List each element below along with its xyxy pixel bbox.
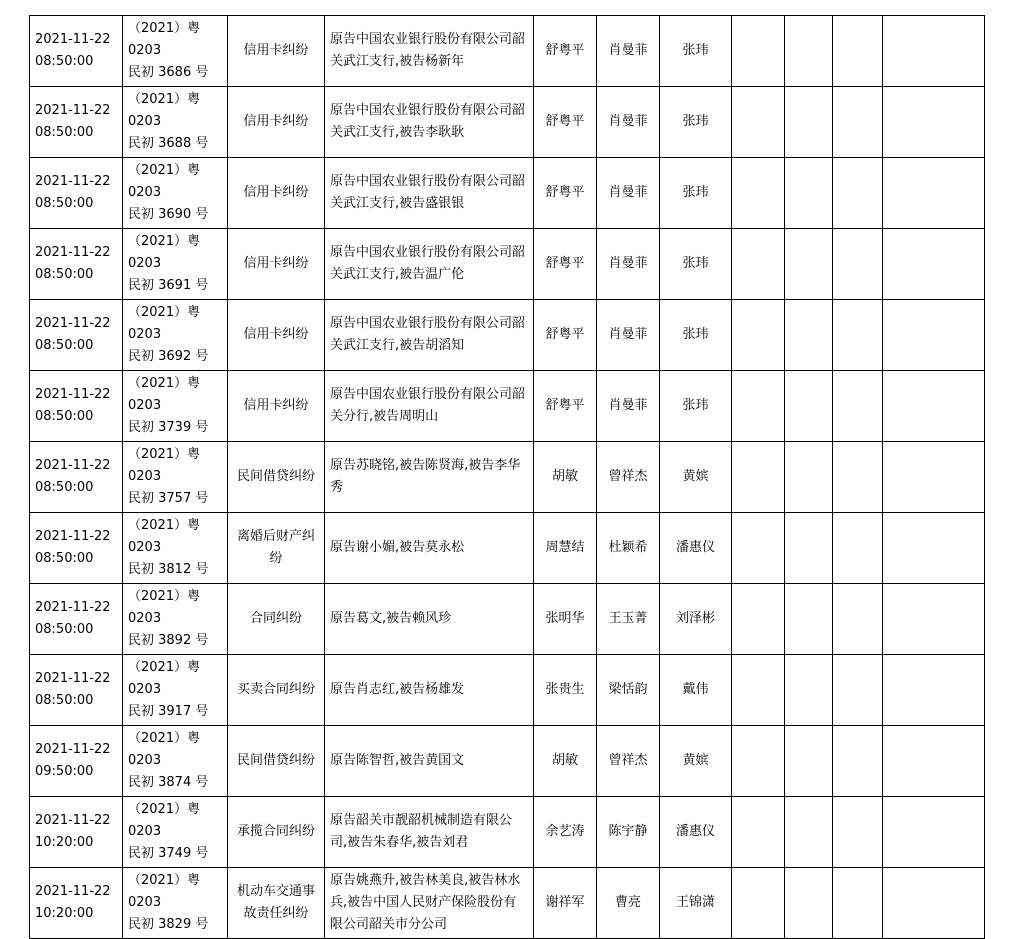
empty-cell	[785, 584, 833, 655]
hearing-time-cell	[30, 726, 123, 797]
table-row	[30, 726, 985, 797]
empty-cell	[732, 16, 785, 87]
cause-of-action-cell	[228, 797, 325, 868]
court-recorder-cell	[660, 513, 732, 584]
parties-cell	[325, 16, 534, 87]
court-recorder-cell	[660, 158, 732, 229]
cause-text: 民间借贷纠纷	[236, 753, 315, 768]
clerk-text: 曾祥杰	[608, 469, 648, 484]
court-recorder-cell	[660, 655, 732, 726]
case-number-line2: 民初 3690 号	[128, 207, 209, 222]
empty-cell	[785, 797, 833, 868]
case-number-cell	[123, 726, 228, 797]
empty-cell	[883, 300, 985, 371]
court-recorder-cell	[660, 442, 732, 513]
cause-text: 承揽合同纠纷	[236, 824, 315, 839]
time-text: 08:50:00	[35, 54, 94, 69]
case-number-line1: （2021）粤0203	[128, 589, 201, 626]
empty-cell	[785, 16, 833, 87]
date-text: 2021-11-22	[35, 387, 111, 402]
judge-text: 谢祥军	[545, 895, 585, 910]
cause-of-action-cell	[228, 16, 325, 87]
cause-of-action-cell	[228, 726, 325, 797]
table-row	[30, 158, 985, 229]
clerk-text: 肖曼菲	[608, 43, 648, 58]
court-recorder-cell	[660, 16, 732, 87]
parties-cell	[325, 513, 534, 584]
parties-text: 原告中国农业银行股份有限公司韶关武江支行,被告温广伦	[330, 245, 526, 282]
recorder-text: 张玮	[682, 114, 709, 129]
parties-text: 原告姚燕升,被告林美良,被告林水兵,被告中国人民财产保险股份有限公司韶关市分公司	[330, 873, 521, 932]
case-number-line1: （2021）粤0203	[128, 660, 201, 697]
recorder-text: 张玮	[682, 185, 709, 200]
empty-cell	[833, 655, 883, 726]
presiding-judge-cell	[534, 513, 597, 584]
empty-cell	[883, 584, 985, 655]
clerk-text: 梁恬韵	[608, 682, 648, 697]
empty-cell	[785, 158, 833, 229]
parties-cell	[325, 797, 534, 868]
presiding-judge-cell	[534, 655, 597, 726]
cause-of-action-cell	[228, 655, 325, 726]
table-row	[30, 513, 985, 584]
time-text: 08:50:00	[35, 480, 94, 495]
empty-cell	[883, 16, 985, 87]
judge-text: 舒粤平	[545, 398, 585, 413]
date-text: 2021-11-22	[35, 529, 111, 544]
empty-cell	[785, 726, 833, 797]
parties-cell	[325, 87, 534, 158]
empty-cell	[833, 726, 883, 797]
judge-text: 舒粤平	[545, 114, 585, 129]
parties-cell	[325, 229, 534, 300]
court-recorder-cell	[660, 300, 732, 371]
clerk-text: 杜颖希	[608, 540, 648, 555]
table-row	[30, 442, 985, 513]
clerk-cell	[597, 513, 660, 584]
empty-cell	[833, 229, 883, 300]
empty-cell	[833, 16, 883, 87]
empty-cell	[833, 513, 883, 584]
case-number-line1: （2021）粤0203	[128, 802, 201, 839]
hearing-time-cell	[30, 513, 123, 584]
case-number-line2: 民初 3829 号	[128, 917, 209, 932]
table-row	[30, 16, 985, 87]
cause-text: 民间借贷纠纷	[236, 469, 315, 484]
case-number-line1: （2021）粤0203	[128, 92, 201, 129]
presiding-judge-cell	[534, 371, 597, 442]
empty-cell	[732, 229, 785, 300]
judge-text: 舒粤平	[545, 256, 585, 271]
time-text: 10:20:00	[35, 906, 94, 921]
case-number-line2: 民初 3757 号	[128, 491, 209, 506]
cause-of-action-cell	[228, 371, 325, 442]
empty-cell	[833, 371, 883, 442]
presiding-judge-cell	[534, 300, 597, 371]
time-text: 08:50:00	[35, 693, 94, 708]
date-text: 2021-11-22	[35, 103, 111, 118]
case-number-line1: （2021）粤0203	[128, 163, 201, 200]
presiding-judge-cell	[534, 229, 597, 300]
parties-text: 原告陈智哲,被告黄国文	[330, 753, 465, 768]
empty-cell	[883, 229, 985, 300]
empty-cell	[732, 797, 785, 868]
case-number-cell	[123, 584, 228, 655]
case-number-line2: 民初 3688 号	[128, 136, 209, 151]
court-recorder-cell	[660, 229, 732, 300]
empty-cell	[833, 300, 883, 371]
table-row	[30, 797, 985, 868]
case-number-cell	[123, 158, 228, 229]
empty-cell	[732, 868, 785, 939]
case-number-cell	[123, 300, 228, 371]
date-text: 2021-11-22	[35, 458, 111, 473]
empty-cell	[833, 868, 883, 939]
parties-text: 原告中国农业银行股份有限公司韶关武江支行,被告胡滔知	[330, 316, 526, 353]
parties-cell	[325, 726, 534, 797]
empty-cell	[883, 797, 985, 868]
presiding-judge-cell	[534, 726, 597, 797]
clerk-cell	[597, 87, 660, 158]
hearing-time-cell	[30, 16, 123, 87]
empty-cell	[833, 797, 883, 868]
empty-cell	[785, 229, 833, 300]
empty-cell	[732, 442, 785, 513]
cause-of-action-cell	[228, 868, 325, 939]
case-number-line2: 民初 3874 号	[128, 775, 209, 790]
table-row	[30, 371, 985, 442]
hearing-time-cell	[30, 371, 123, 442]
hearing-time-cell	[30, 300, 123, 371]
date-text: 2021-11-22	[35, 884, 111, 899]
time-text: 08:50:00	[35, 267, 94, 282]
empty-cell	[883, 726, 985, 797]
case-number-line1: （2021）粤0203	[128, 376, 201, 413]
empty-cell	[833, 87, 883, 158]
empty-cell	[883, 158, 985, 229]
table-body	[30, 16, 985, 939]
empty-cell	[883, 442, 985, 513]
empty-cell	[732, 584, 785, 655]
cause-text: 信用卡纠纷	[243, 327, 309, 342]
hearing-time-cell	[30, 87, 123, 158]
recorder-text: 潘惠仪	[675, 824, 715, 839]
parties-text: 原告中国农业银行股份有限公司韶关武江支行,被告杨新年	[330, 32, 526, 69]
case-number-line1: （2021）粤0203	[128, 518, 201, 555]
case-number-line2: 民初 3892 号	[128, 633, 209, 648]
parties-text: 原告中国农业银行股份有限公司韶关武江支行,被告盛银银	[330, 174, 526, 211]
case-number-line1: （2021）粤0203	[128, 234, 201, 271]
recorder-text: 戴伟	[682, 682, 709, 697]
empty-cell	[833, 584, 883, 655]
empty-cell	[785, 300, 833, 371]
presiding-judge-cell	[534, 442, 597, 513]
cause-text: 信用卡纠纷	[243, 185, 309, 200]
hearing-time-cell	[30, 655, 123, 726]
parties-text: 原告肖志红,被告杨雄发	[330, 682, 465, 697]
judge-text: 胡敏	[551, 753, 578, 768]
time-text: 08:50:00	[35, 338, 94, 353]
clerk-text: 曾祥杰	[608, 753, 648, 768]
recorder-text: 潘惠仪	[675, 540, 715, 555]
table-row	[30, 229, 985, 300]
case-number-line2: 民初 3739 号	[128, 420, 209, 435]
recorder-text: 黄嫔	[682, 753, 709, 768]
parties-text: 原告韶关市靓韶机械制造有限公司,被告朱春华,被告刘君	[330, 813, 513, 850]
clerk-cell	[597, 229, 660, 300]
clerk-cell	[597, 584, 660, 655]
recorder-text: 张玮	[682, 398, 709, 413]
date-text: 2021-11-22	[35, 600, 111, 615]
case-number-cell	[123, 442, 228, 513]
time-text: 08:50:00	[35, 196, 94, 211]
court-recorder-cell	[660, 726, 732, 797]
clerk-cell	[597, 158, 660, 229]
case-number-line2: 民初 3691 号	[128, 278, 209, 293]
empty-cell	[732, 300, 785, 371]
judge-text: 张贵生	[545, 682, 585, 697]
empty-cell	[785, 371, 833, 442]
judge-text: 余艺涛	[545, 824, 585, 839]
clerk-text: 肖曼菲	[608, 327, 648, 342]
presiding-judge-cell	[534, 87, 597, 158]
empty-cell	[785, 513, 833, 584]
case-number-cell	[123, 655, 228, 726]
cause-of-action-cell	[228, 229, 325, 300]
empty-cell	[883, 371, 985, 442]
cause-of-action-cell	[228, 87, 325, 158]
clerk-text: 王玉菁	[608, 611, 648, 626]
case-number-line1: （2021）粤0203	[128, 21, 201, 58]
court-schedule-table	[29, 15, 985, 939]
case-number-line1: （2021）粤0203	[128, 305, 201, 342]
court-recorder-cell	[660, 584, 732, 655]
cause-of-action-cell	[228, 158, 325, 229]
empty-cell	[785, 655, 833, 726]
recorder-text: 张玮	[682, 327, 709, 342]
parties-text: 原告中国农业银行股份有限公司韶关分行,被告周明山	[330, 387, 526, 424]
court-recorder-cell	[660, 371, 732, 442]
cause-of-action-cell	[228, 513, 325, 584]
empty-cell	[883, 655, 985, 726]
hearing-time-cell	[30, 229, 123, 300]
cause-text: 机动车交通事故责任纠纷	[236, 884, 315, 921]
hearing-time-cell	[30, 868, 123, 939]
case-number-cell	[123, 513, 228, 584]
empty-cell	[883, 513, 985, 584]
parties-text: 原告中国农业银行股份有限公司韶关武江支行,被告李耿耿	[330, 103, 526, 140]
parties-cell	[325, 442, 534, 513]
clerk-cell	[597, 868, 660, 939]
parties-cell	[325, 655, 534, 726]
clerk-cell	[597, 371, 660, 442]
cause-of-action-cell	[228, 442, 325, 513]
case-number-line2: 民初 3917 号	[128, 704, 209, 719]
cause-text: 买卖合同纠纷	[236, 682, 315, 697]
empty-cell	[883, 87, 985, 158]
empty-cell	[883, 868, 985, 939]
parties-text: 原告谢小媚,被告莫永松	[330, 540, 465, 555]
empty-cell	[833, 158, 883, 229]
parties-text: 原告苏晓铭,被告陈贤海,被告李华秀	[330, 458, 521, 495]
parties-cell	[325, 300, 534, 371]
clerk-text: 肖曼菲	[608, 256, 648, 271]
date-text: 2021-11-22	[35, 671, 111, 686]
case-number-cell	[123, 371, 228, 442]
empty-cell	[785, 87, 833, 158]
clerk-cell	[597, 16, 660, 87]
empty-cell	[732, 371, 785, 442]
case-number-line2: 民初 3749 号	[128, 846, 209, 861]
clerk-cell	[597, 655, 660, 726]
clerk-cell	[597, 726, 660, 797]
cause-text: 离婚后财产纠纷	[236, 529, 315, 566]
case-number-line2: 民初 3692 号	[128, 349, 209, 364]
table-row	[30, 87, 985, 158]
case-number-cell	[123, 229, 228, 300]
case-number-line1: （2021）粤0203	[128, 731, 201, 768]
hearing-time-cell	[30, 797, 123, 868]
cause-of-action-cell	[228, 584, 325, 655]
presiding-judge-cell	[534, 584, 597, 655]
time-text: 08:50:00	[35, 125, 94, 140]
date-text: 2021-11-22	[35, 316, 111, 331]
empty-cell	[732, 513, 785, 584]
parties-cell	[325, 868, 534, 939]
case-number-line1: （2021）粤0203	[128, 873, 201, 910]
case-number-cell	[123, 16, 228, 87]
clerk-text: 肖曼菲	[608, 114, 648, 129]
judge-text: 舒粤平	[545, 185, 585, 200]
parties-cell	[325, 158, 534, 229]
hearing-time-cell	[30, 158, 123, 229]
parties-cell	[325, 371, 534, 442]
table-row	[30, 655, 985, 726]
clerk-cell	[597, 797, 660, 868]
table-row	[30, 300, 985, 371]
presiding-judge-cell	[534, 16, 597, 87]
date-text: 2021-11-22	[35, 32, 111, 47]
date-text: 2021-11-22	[35, 245, 111, 260]
case-number-cell	[123, 87, 228, 158]
case-number-line2: 民初 3812 号	[128, 562, 209, 577]
time-text: 08:50:00	[35, 551, 94, 566]
empty-cell	[732, 655, 785, 726]
cause-text: 信用卡纠纷	[243, 256, 309, 271]
clerk-cell	[597, 442, 660, 513]
court-recorder-cell	[660, 87, 732, 158]
clerk-text: 陈宇静	[608, 824, 648, 839]
date-text: 2021-11-22	[35, 174, 111, 189]
empty-cell	[833, 442, 883, 513]
empty-cell	[732, 726, 785, 797]
presiding-judge-cell	[534, 158, 597, 229]
recorder-text: 刘泽彬	[675, 611, 715, 626]
presiding-judge-cell	[534, 868, 597, 939]
cause-text: 合同纠纷	[249, 611, 302, 626]
judge-text: 张明华	[545, 611, 585, 626]
time-text: 09:50:00	[35, 764, 94, 779]
time-text: 08:50:00	[35, 409, 94, 424]
date-text: 2021-11-22	[35, 742, 111, 757]
case-number-cell	[123, 797, 228, 868]
table-row	[30, 584, 985, 655]
time-text: 08:50:00	[35, 622, 94, 637]
clerk-text: 曹亮	[614, 895, 641, 910]
judge-text: 胡敏	[551, 469, 578, 484]
empty-cell	[732, 158, 785, 229]
recorder-text: 张玮	[682, 256, 709, 271]
table-row	[30, 868, 985, 939]
cause-of-action-cell	[228, 300, 325, 371]
cause-text: 信用卡纠纷	[243, 398, 309, 413]
court-recorder-cell	[660, 868, 732, 939]
clerk-text: 肖曼菲	[608, 398, 648, 413]
clerk-cell	[597, 300, 660, 371]
empty-cell	[785, 442, 833, 513]
court-recorder-cell	[660, 797, 732, 868]
recorder-text: 张玮	[682, 43, 709, 58]
empty-cell	[785, 868, 833, 939]
judge-text: 舒粤平	[545, 327, 585, 342]
time-text: 10:20:00	[35, 835, 94, 850]
hearing-time-cell	[30, 442, 123, 513]
case-number-line2: 民初 3686 号	[128, 65, 209, 80]
cause-text: 信用卡纠纷	[243, 43, 309, 58]
judge-text: 舒粤平	[545, 43, 585, 58]
clerk-text: 肖曼菲	[608, 185, 648, 200]
judge-text: 周慧结	[545, 540, 585, 555]
date-text: 2021-11-22	[35, 813, 111, 828]
empty-cell	[732, 87, 785, 158]
case-number-line1: （2021）粤0203	[128, 447, 201, 484]
recorder-text: 王锦潇	[675, 895, 715, 910]
hearing-time-cell	[30, 584, 123, 655]
presiding-judge-cell	[534, 797, 597, 868]
parties-text: 原告葛文,被告赖风珍	[330, 611, 452, 626]
cause-text: 信用卡纠纷	[243, 114, 309, 129]
recorder-text: 黄嫔	[682, 469, 709, 484]
parties-cell	[325, 584, 534, 655]
case-number-cell	[123, 868, 228, 939]
